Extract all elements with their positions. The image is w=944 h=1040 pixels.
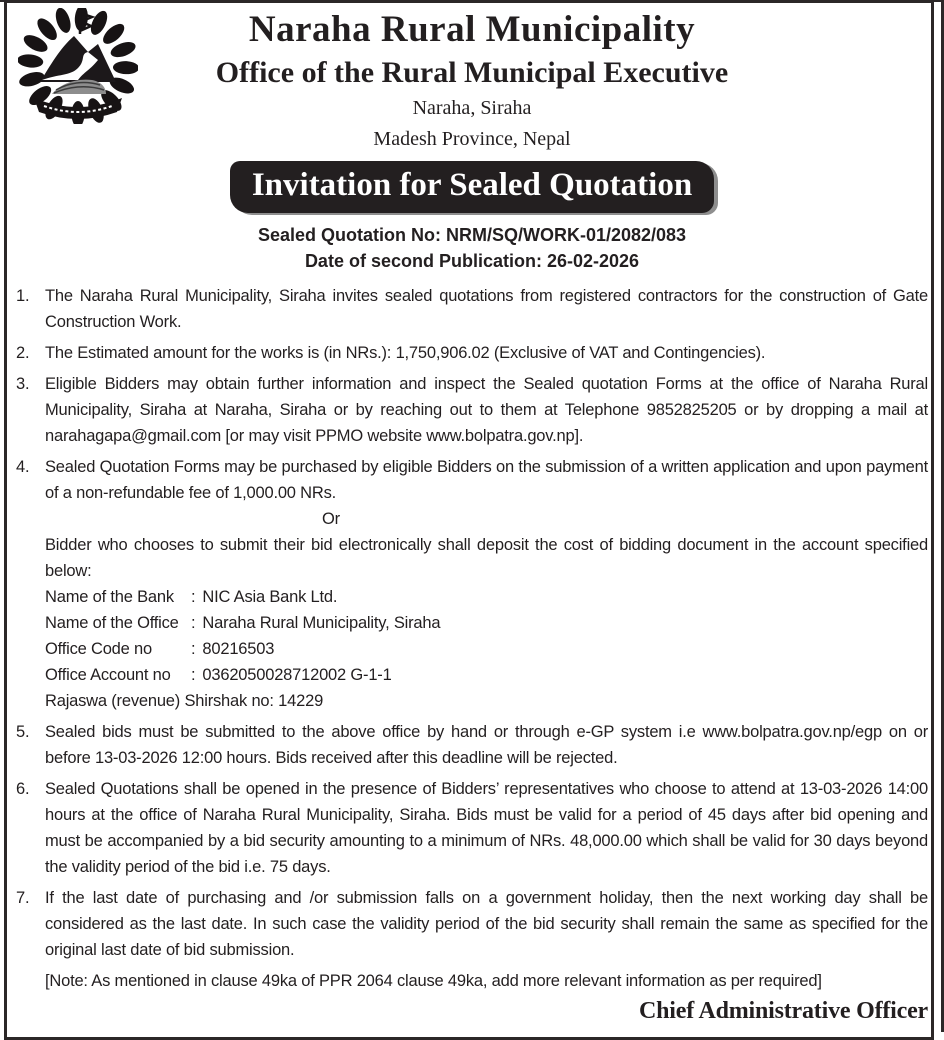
clause-text: Sealed bids must be submitted to the above office by hand or through e-GP system i.e www.bolpatra.gov.np/egp on or before 13-03-2026 12:00 hours. Bids received after this deadline will be rejected. bbox=[45, 723, 928, 767]
bank-detail-value: 0362050028712002 G-1-1 bbox=[202, 666, 392, 684]
signature-title: Chief Administrative Officer bbox=[639, 998, 928, 1024]
clause-number: 4. bbox=[16, 458, 30, 476]
bank-detail-separator: : bbox=[191, 614, 196, 632]
bank-detail-separator: : bbox=[191, 640, 196, 658]
rajaswa-shirshak-line: Rajaswa (revenue) Shirshak no: 14229 bbox=[45, 692, 324, 710]
clause-number: 7. bbox=[16, 889, 30, 907]
bank-detail-label: Name of the Bank bbox=[45, 588, 174, 606]
notice-banner-title: Invitation for Sealed Quotation bbox=[230, 161, 714, 213]
clause-6 bbox=[16, 776, 928, 880]
clause-4 bbox=[16, 454, 928, 506]
electronic-bid-text: Bidder who chooses to submit their bid electronically shall deposit the cost of bidding document in the account specified below: bbox=[45, 536, 928, 580]
nepal-municipality-emblem-icon bbox=[18, 8, 138, 124]
municipality-title: Naraha Rural Municipality bbox=[248, 9, 696, 50]
clause-number: 6. bbox=[16, 780, 30, 798]
address-line-2: Madesh Province, Nepal bbox=[373, 128, 571, 150]
clause-1 bbox=[16, 283, 928, 335]
bank-detail-label: Office Code no bbox=[45, 640, 152, 658]
bank-detail-row bbox=[45, 584, 928, 610]
bank-detail-label: Name of the Office bbox=[45, 614, 179, 632]
banner-container bbox=[16, 161, 928, 213]
bank-detail-label: Office Account no bbox=[45, 666, 171, 684]
notice-clauses bbox=[16, 283, 928, 1026]
clause-3 bbox=[16, 371, 928, 449]
clause-text: Eligible Bidders may obtain further information and inspect the Sealed quotation Forms at the office of Naraha Rural Municipality, Siraha at Naraha, Siraha or by reaching out to them at Telephone 9852825205 or by dropping a mail at narahagapa@gmail.com [or may visit PPMO website www.bolpatra.gov.np]. bbox=[45, 375, 928, 445]
note-line: [Note: As mentioned in clause 49ka of PPR 2064 clause 49ka, add more relevant information as per required] bbox=[45, 972, 822, 990]
clause-number: 1. bbox=[16, 287, 30, 305]
or-separator: Or bbox=[322, 510, 340, 528]
clause-text: The Naraha Rural Municipality, Siraha invites sealed quotations from registered contractors for the construction of Gate Construction Work. bbox=[45, 287, 928, 331]
quotation-number-line: Sealed Quotation No: NRM/SQ/WORK-01/2082/083 bbox=[257, 225, 687, 245]
bank-detail-value: NIC Asia Bank Ltd. bbox=[202, 588, 338, 606]
clause-7 bbox=[16, 885, 928, 963]
bank-detail-value: 80216503 bbox=[202, 640, 275, 658]
clause-number: 3. bbox=[16, 375, 30, 393]
scan-edge-top bbox=[0, 0, 944, 2]
bank-detail-row bbox=[45, 662, 928, 688]
clause-text: Sealed Quotation Forms may be purchased by eligible Bidders on the submission of a written application and upon payment of a non-refundable fee of 1,000.00 NRs. bbox=[45, 458, 928, 502]
bank-detail-value: Naraha Rural Municipality, Siraha bbox=[202, 614, 441, 632]
clause-text: If the last date of purchasing and /or submission falls on a government holiday, then the next working day shall be considered as the last date. In such case the validity period of the bid security shall remain the same as specified for the original last date of bid submission. bbox=[45, 889, 928, 959]
bank-detail-separator: : bbox=[191, 588, 196, 606]
clause-number: 2. bbox=[16, 344, 30, 362]
publication-date-line: Date of second Publication: 26-02-2026 bbox=[304, 251, 640, 271]
clause-number: 5. bbox=[16, 723, 30, 741]
address-line-1: Naraha, Siraha bbox=[412, 97, 532, 119]
notice-document bbox=[7, 2, 931, 1032]
clause-5 bbox=[16, 719, 928, 771]
bank-detail-row bbox=[45, 610, 928, 636]
bank-detail-separator: : bbox=[191, 666, 196, 684]
clause-2 bbox=[16, 340, 928, 366]
clause-text: The Estimated amount for the works is (in NRs.): 1,750,906.02 (Exclusive of VAT and Contingencies). bbox=[45, 344, 766, 362]
bank-detail-row bbox=[45, 636, 928, 662]
office-subtitle: Office of the Rural Municipal Executive bbox=[215, 56, 729, 89]
clause-text: Sealed Quotations shall be opened in the presence of Bidders’ representatives who choose to attend at 13-03-2026 14:00 hours at the office of Naraha Rural Municipality, Siraha. Bids must be valid for a period of 45 days after bid opening and must be accompanied by a bid security amounting to a minimum of NRs. 48,000.00 which shall be valid for 30 days beyond the validity period of the bid i.e. 75 days. bbox=[45, 780, 928, 876]
